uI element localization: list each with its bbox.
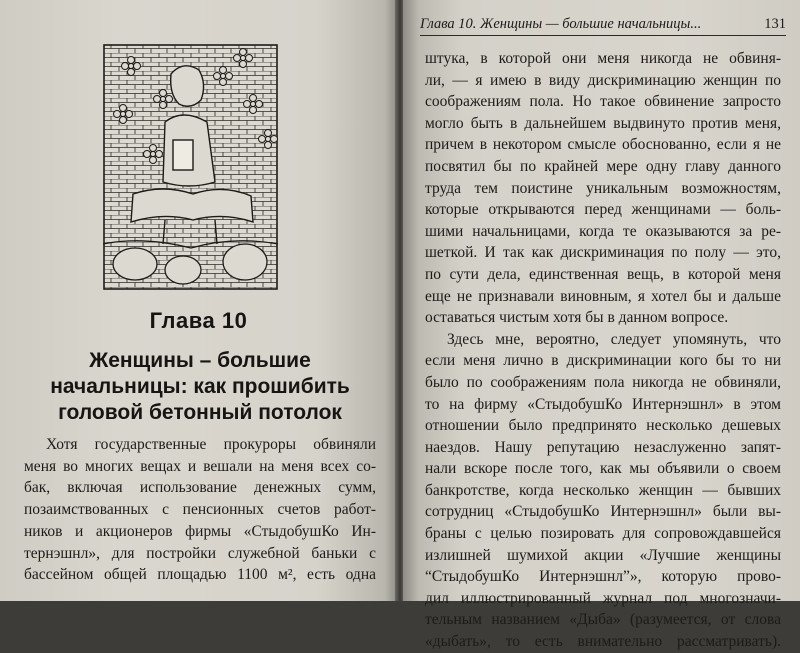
text-line: если меня лично в дискриминации кого бы то ни	[425, 352, 781, 370]
text-line: отношении было предпринято несколько дешевых	[425, 417, 781, 435]
chapter-illustration	[103, 44, 278, 290]
text-line: бассейном общей площадью 1100 м², есть одна	[24, 566, 376, 584]
text-line: ников и акционеров фирмы «СтыдобушКо Ин-	[24, 522, 376, 540]
text-line: Здесь мне, вероятно, следует упомянуть, что	[447, 330, 781, 348]
text-line: то на фирму «СтыдобушКо Интернэшнл» в этом	[425, 395, 781, 413]
text-line: шими начальницами, когда те оказываются за ре-	[425, 222, 781, 240]
text-line: штука, в которой они меня никогда не обвиня-	[425, 50, 781, 67]
text-line: было по соображениям пола никогда не обвиняли,	[425, 373, 781, 391]
chapter-title	[20, 348, 380, 426]
text-line: тельным названием «Дыба» (разумеется, от слова	[425, 611, 781, 629]
text-line: “СтыдобушКо Интернэшнл”», которую прово-	[425, 568, 781, 586]
text-line: нали вскоре после того, как мы объявили о своем	[425, 460, 781, 478]
text-line: меня во многих вещах и вешали на меня всех со-	[24, 457, 376, 475]
text-line: соображениям пола. Но такое обвинение запросто	[425, 93, 781, 111]
text-line: Хотя государственные прокуроры обвиняли	[46, 436, 376, 453]
right-body-text	[425, 48, 781, 653]
text-line: позаимствованных с пенсионных счетов работ-	[24, 501, 376, 519]
text-line: шеткой. И так как дискриминация по полу — это,	[425, 244, 781, 262]
text-line: по сути дела, единственная вещь, в которой меня	[425, 265, 781, 283]
chapter-title-line: головой бетонный потолок	[58, 401, 342, 424]
text-line: ли, — я имею в виду дискриминацию женщин по	[425, 71, 781, 89]
text-line: дил иллюстрированный журнал под многозначи-	[425, 589, 781, 607]
running-head-title: Глава 10. Женщины — большие начальницы...	[420, 16, 702, 32]
text-line: которые открываются перед женщинами — боль-	[425, 201, 781, 219]
text-line: излишней шумихой акции «Лучшие женщины	[425, 546, 781, 564]
text-line: посвятил бы по крайней мере одну главу данного	[425, 157, 781, 175]
page-number: 131	[764, 16, 786, 32]
chapter-title-line: Женщины – большие	[89, 349, 311, 372]
text-line: банкротстве, когда несколько женщин — бывших	[425, 481, 781, 499]
chapter-title-line: начальницы: как прошибить	[50, 375, 350, 398]
text-line: причем в некотором смысле обоснованно, если я не	[425, 136, 781, 154]
text-line: тернэшнл», для постройки служебной баньки с	[24, 544, 376, 562]
text-line: сотрудниц «СтыдобушКо Интернэшнл» были вы-	[425, 503, 781, 521]
chapter-number: Глава 10	[149, 308, 248, 333]
text-line: наездов. Нашу репутацию незаслуженно запят-	[425, 438, 781, 456]
left-page	[0, 0, 397, 601]
text-line: могло быть в дальнейшем выдвинуто против меня,	[425, 114, 781, 132]
running-header	[420, 16, 786, 36]
text-line: «дыбать», то есть внимательно рассматривать).	[425, 633, 781, 651]
text-line: оставаться чистым хотя бы в данном вопросе.	[425, 309, 729, 327]
text-line: еще не признавали виновным, я хотел бы и дальше	[425, 287, 781, 305]
text-line: бак, включая использование денежных сумм,	[24, 479, 376, 497]
text-line: браны с целью позировать для сопровождавшейся	[425, 525, 781, 543]
left-body-text	[24, 434, 376, 586]
text-line: труда тем поистине уникальным возможностям,	[425, 179, 781, 197]
